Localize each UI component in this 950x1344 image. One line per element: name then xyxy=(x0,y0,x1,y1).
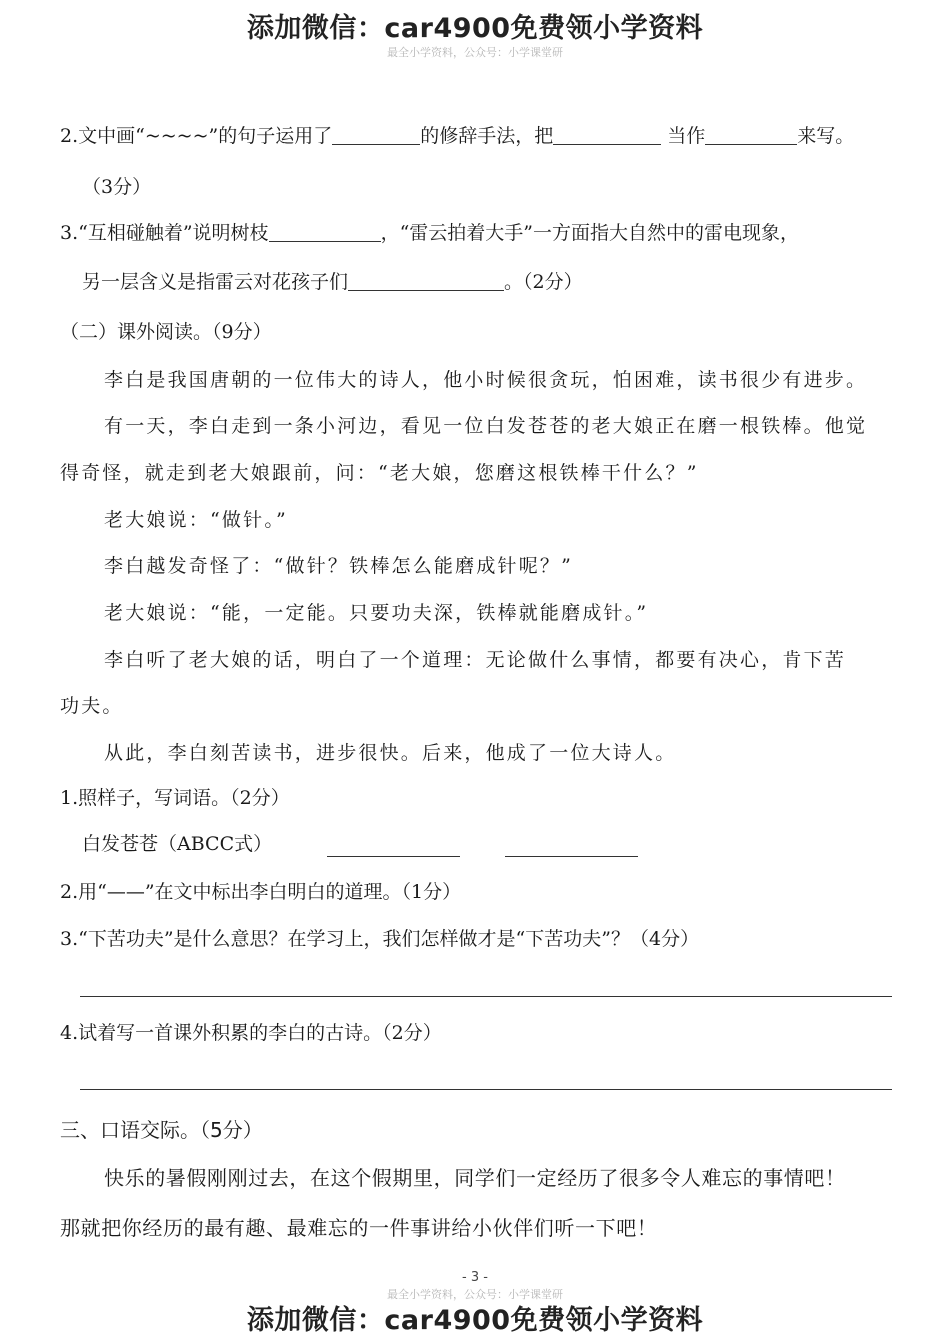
q3-text-a: 3.“互相碰触着”说明树枝 xyxy=(60,222,269,244)
answer-blank[interactable] xyxy=(332,124,420,145)
footer-faint-text: 最全小学资料，公众号：小学课堂研 xyxy=(387,1288,563,1301)
answer-blank[interactable] xyxy=(705,124,797,145)
q2-score: （3分） xyxy=(82,176,152,198)
section-3-line: 那就把你经历的最有趣、最难忘的一件事讲给小伙伴们听一下吧！ xyxy=(60,1216,658,1240)
watermark-top: 添加微信：car4900免费领小学资料 xyxy=(246,13,704,44)
question-3-line xyxy=(60,219,799,247)
passage-paragraph: 从此，李白刻苦读书，进步很快。后来，他成了一位大诗人。 xyxy=(104,742,677,764)
passage-paragraph-cont: 得奇怪，就走到老大娘跟前，问：“老大娘，您磨这根铁棒干什么？” xyxy=(60,462,699,484)
answer-blank[interactable] xyxy=(348,270,504,291)
passage-paragraph: 李白听了老大娘的话，明白了一个道理：无论做什么事情，都要有决心，肯下苦 xyxy=(104,649,847,671)
question-3: 3.“下苦功夫”是什么意思？在学习上，我们怎样做才是“下苦功夫”？（4分） xyxy=(60,928,700,950)
q2-text-c: 当作 xyxy=(667,125,706,147)
question-3-line-2 xyxy=(82,268,583,296)
answer-blank[interactable] xyxy=(269,221,381,242)
section-3-line: 快乐的暑假刚刚过去，在这个假期里，同学们一定经历了很多令人难忘的事情吧！ xyxy=(104,1166,846,1190)
passage-paragraph: 李白是我国唐朝的一位伟大的诗人，他小时候很贪玩，怕困难，读书很少有进步。 xyxy=(104,369,868,391)
q3-text-d: 。（2分） xyxy=(504,271,583,293)
q2-text-d: 来写。 xyxy=(797,125,855,147)
passage-paragraph: 老大娘说：“做针。” xyxy=(104,509,288,531)
passage-paragraph-cont: 功夫。 xyxy=(60,695,124,717)
watermark-bottom: 添加微信：car4900免费领小学资料 xyxy=(246,1305,704,1336)
question-1: 1.照样子，写词语。（2分） xyxy=(60,787,290,809)
section-3-title: 三、口语交际。（5分） xyxy=(60,1118,263,1142)
q3-text-c: 另一层含义是指雷云对花孩子们 xyxy=(82,271,349,293)
question-2: 2.用“——”在文中标出李白明白的道理。（1分） xyxy=(60,881,462,903)
section-2-title: （二）课外阅读。（9分） xyxy=(60,321,272,343)
passage-paragraph: 李白越发奇怪了：“做针？铁棒怎么能磨成针呢？” xyxy=(104,555,574,577)
passage-paragraph: 老大娘说：“能，一定能。只要功夫深，铁棒就能磨成针。” xyxy=(104,602,649,624)
answer-line[interactable] xyxy=(80,996,892,997)
header-faint-text: 最全小学资料，公众号：小学课堂研 xyxy=(387,46,563,59)
q2-text-a: 2.文中画“~~~~”的句子运用了 xyxy=(60,125,333,147)
answer-line[interactable] xyxy=(327,856,460,857)
passage-paragraph: 有一天，李白走到一条小河边，看见一位白发苍苍的老大娘正在磨一根铁棒。他觉 xyxy=(104,415,868,437)
question-4: 4.试着写一首课外积累的李白的古诗。（2分） xyxy=(60,1022,442,1044)
answer-line[interactable] xyxy=(80,1089,892,1090)
answer-line[interactable] xyxy=(505,856,638,857)
q2-text-b: 的修辞手法，把 xyxy=(420,125,554,147)
q3-text-b: ，“雷云拍着大手”一方面指大自然中的雷电现象， xyxy=(380,222,799,244)
question-1-example: 白发苍苍（ABCC式） xyxy=(82,833,273,855)
answer-blank[interactable] xyxy=(553,124,661,145)
question-2-line xyxy=(60,122,854,150)
page-number: - 3 - xyxy=(462,1270,488,1285)
